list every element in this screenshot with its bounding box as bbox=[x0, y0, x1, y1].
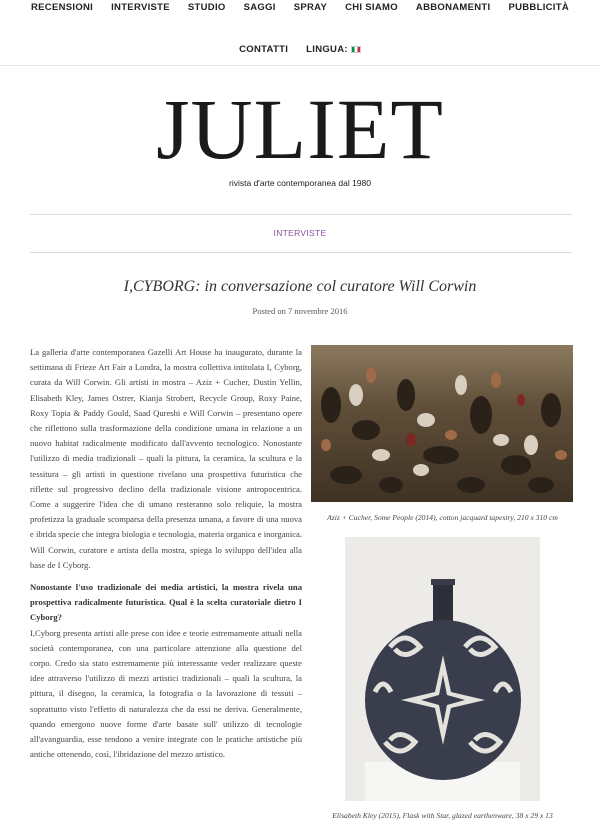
nav-spray[interactable]: SPRAY bbox=[293, 2, 328, 13]
nav-interviste[interactable]: INTERVISTE bbox=[111, 2, 170, 13]
language-label: LINGUA: bbox=[306, 44, 348, 55]
category-link[interactable]: INTERVISTE bbox=[273, 228, 327, 238]
tapestry-caption: Aziz + Cucher, Some People (2014), cotton jacquard tapestry, 210 x 310 cm bbox=[327, 513, 558, 522]
nav-contatti[interactable]: CONTATTI bbox=[239, 44, 289, 55]
tapestry-illustration bbox=[311, 345, 573, 502]
divider-top bbox=[30, 214, 572, 215]
article-title: I,CYBORG: in conversazione col curatore Will Corwin bbox=[123, 278, 477, 295]
nav-chi-siamo[interactable]: CHI SIAMO bbox=[345, 2, 398, 13]
article-paragraph: La galleria d'arte contemporanea Gazelli Art House ha inaugurato, durante la settimana di Frieze Art Fair a Londra, la mostra collettiva intitolata I, Cyborg, curata da Will Corwin. Gli artisti in mostra – Aziz + Cucher, Dustin Yellin, Elisabeth Kley, James Ostrer, Kianja Strobert, Recycle Group, Roxy Paine, Roxy Topia & Paddy Gould, Saad Qureshi e Will Corwin – presentano opere che riflettono sulla trasformazione della condizione umana in relazione a un nuovo habitat radicalmente modificato dall'avvento tecnologico. Nonostante l'utilizzo di media tradizionali – quali la pittura, la ceramica, la scultura e la tessitura – gli artisti in questione rivelano una prospettiva futuristica che riflette sul progressivo declino della tradizionale visione antropocentrica. Come a suggerire l'idea che di umano resteranno solo reliquie, la mostra profetizza la graduale scomparsa della presenza umana, a favore di una nuova e ibrida specie che integra biologia e tecnologia, materia organica e inorganica. Will Corwin, curatore e artista della mostra, spiega lo sviluppo dell'idea alla base de I Cyborg. bbox=[30, 347, 302, 570]
top-navigation bbox=[0, 0, 600, 66]
nav-row-primary bbox=[0, 2, 600, 13]
nav-studio[interactable]: STUDIO bbox=[187, 2, 226, 13]
divider-bottom bbox=[30, 252, 572, 253]
flask-caption: Elisabeth Kley (2015), Flask with Star, glazed earthenware, 38 x 29 x 13 bbox=[332, 811, 553, 820]
language-selector[interactable] bbox=[306, 44, 361, 55]
italian-flag-icon bbox=[351, 46, 361, 53]
article-date: Posted on 7 novembre 2016 bbox=[252, 306, 348, 316]
article-body bbox=[30, 345, 302, 769]
tapestry-artwork-image[interactable] bbox=[311, 345, 573, 502]
nav-saggi[interactable]: SAGGI bbox=[243, 2, 276, 13]
interview-question: Nonostante l'uso tradizionale dei media artistici, la mostra rivela una prospettiva radicalmente futuristica. Qual è la scelta curatoriale dietro I Cyborg? bbox=[30, 582, 302, 623]
site-tagline: rivista d'arte contemporanea dal 1980 bbox=[229, 178, 371, 188]
site-logo[interactable]: JULIET bbox=[156, 81, 444, 177]
nav-pubblicita[interactable]: PUBBLICITÀ bbox=[508, 2, 569, 13]
nav-abbonamenti[interactable]: ABBONAMENTI bbox=[415, 2, 491, 13]
ceramic-flask-image[interactable] bbox=[345, 537, 540, 801]
nav-row-secondary bbox=[0, 44, 600, 55]
nav-recensioni[interactable]: RECENSIONI bbox=[30, 2, 94, 13]
interview-answer: I,Cyborg presenta artisti alle prese con idee e teorie estremamente attuali nella società contemporanea, con una particolare attenzione alla questione del corpo. Credo sia stato estremamente più interessante veder realizzare queste idee attraverso l'utilizzo di mezzi artistici tradizionali – quali la scultura, la pittura, il disegno, la ceramica, la fotografia o la lavorazione di tessuti – soprattutto visto l'effetto di naturalezza che da essi ne deriva. Generalmente, quando emergono nuove forme d'arte basate sull' utilizzo di tecnologie all'avanguardia, esse tendono a venire integrate con le pratiche artistiche più antiche ottenendo, così, l'ibridazione del mezzo artistico. bbox=[30, 627, 302, 760]
flask-illustration bbox=[345, 537, 540, 801]
